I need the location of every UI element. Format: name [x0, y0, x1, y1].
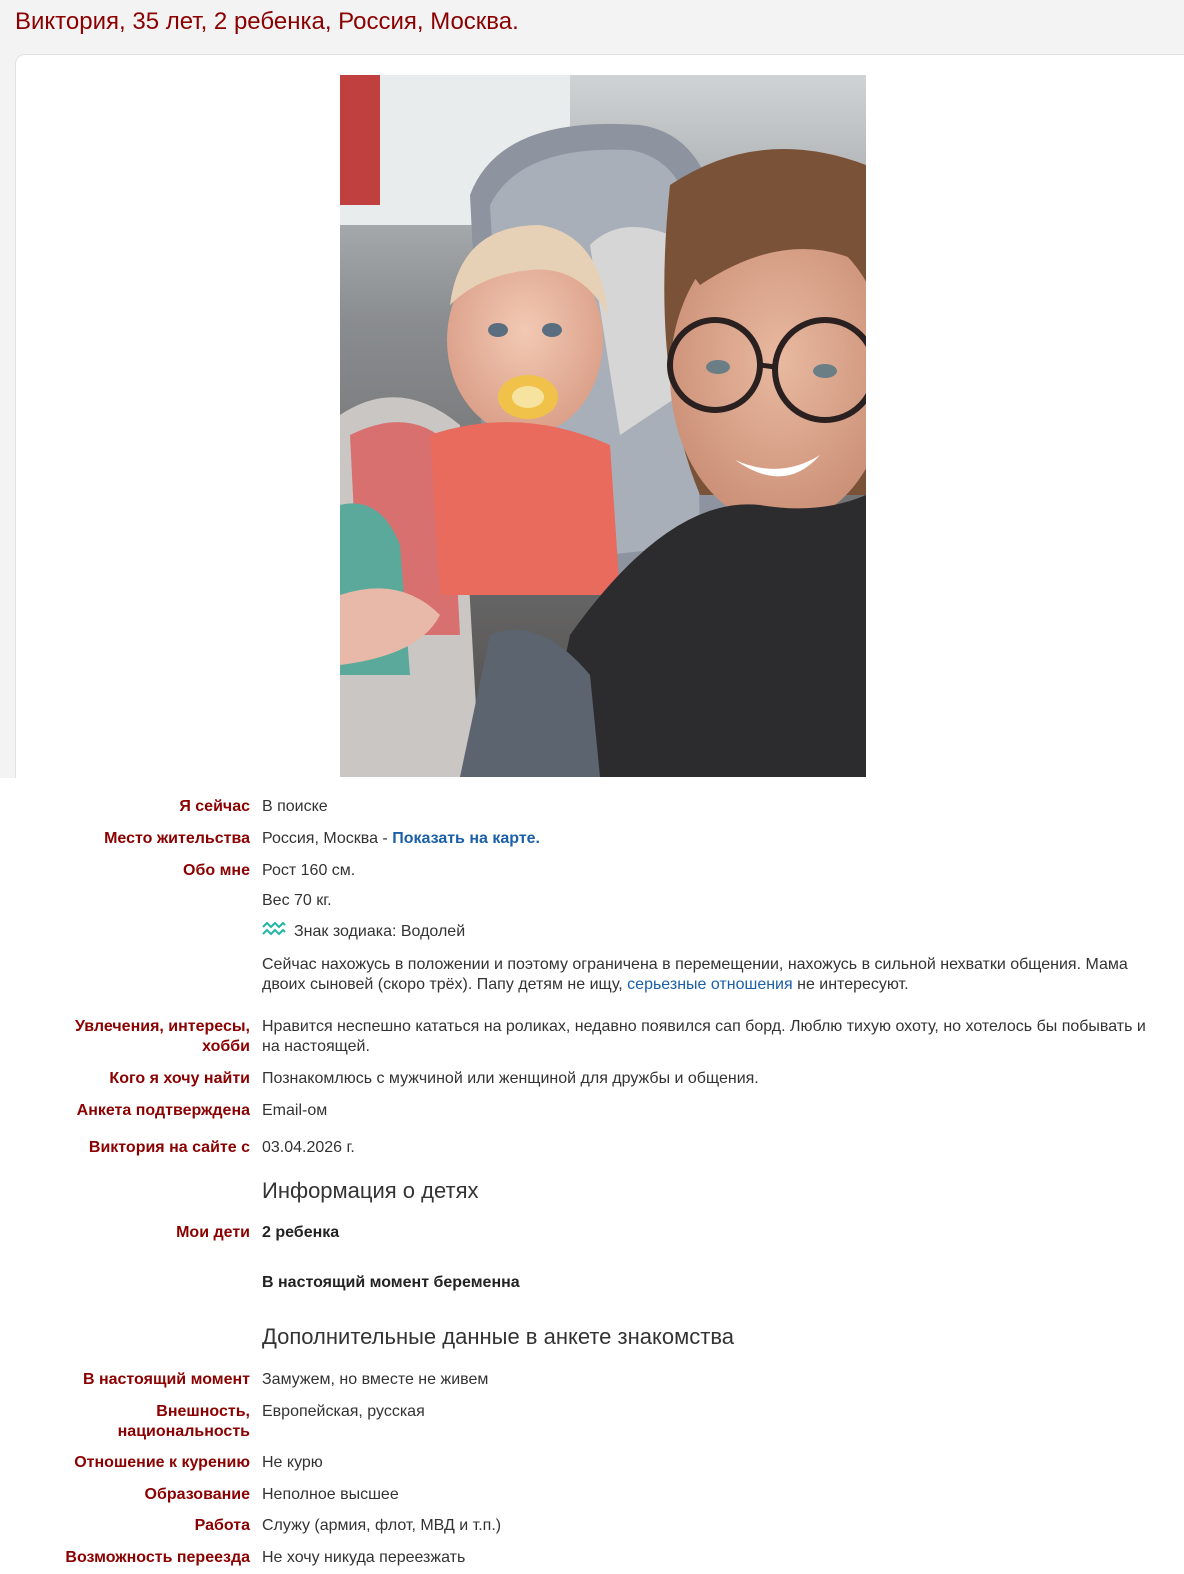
weight-value: Вес 70 кг. — [262, 892, 332, 909]
hobbies-label — [0, 1017, 250, 1057]
member-since-value: 03.04.2026 г. — [262, 1139, 355, 1156]
about-text-part1: Сейчас нахожусь в положении и поэтому ограничена в перемещении, нахожусь в сильной нехватки общения. Мама двоих сыновей (скоро трёх). Папу детям не ищу, — [262, 956, 1128, 993]
member-since-label: Виктория на сайте с — [88, 1139, 250, 1156]
profile-photo[interactable] — [340, 75, 866, 777]
education-label: Образование — [144, 1486, 250, 1503]
appearance-label — [0, 1402, 250, 1442]
serious-relationship-link[interactable]: серьезные отношения — [627, 976, 793, 993]
children-section-title: Информация о детях — [262, 1178, 479, 1203]
hobbies-label-line1: Увлечения, интересы, — [74, 1018, 250, 1035]
appearance-label-line2: национальность — [117, 1423, 250, 1440]
appearance-value: Европейская, русская — [262, 1403, 425, 1420]
verified-label: Анкета подтверждена — [76, 1102, 250, 1119]
looking-for-label: Кого я хочу найти — [109, 1070, 250, 1087]
relocation-label: Возможность переезда — [65, 1549, 250, 1566]
status-value: В поиске — [262, 798, 328, 815]
work-label: Работа — [194, 1517, 250, 1534]
my-children-value: 2 ребенка — [262, 1224, 340, 1241]
aquarius-icon — [262, 922, 286, 942]
status-label: Я сейчас — [179, 798, 250, 815]
zodiac-value — [262, 922, 1162, 942]
location-value — [262, 829, 1162, 849]
hobbies-value: Нравится неспешно кататься на роликах, недавно появился сап борд. Люблю тихую охоту, но хотелось бы побывать и на настоящей. — [262, 1018, 1146, 1055]
appearance-label-line1: Внешность, — [156, 1403, 250, 1420]
relocation-value: Не хочу никуда переезжать — [262, 1549, 466, 1566]
location-label: Место жительства — [104, 830, 250, 847]
page-title: Виктория, 35 лет, 2 ребенка, Россия, Москва. — [15, 8, 519, 35]
my-children-label: Мои дети — [176, 1224, 250, 1241]
pregnancy-value: В настоящий момент беременна — [262, 1274, 520, 1291]
verified-value: Email-ом — [262, 1102, 328, 1119]
additional-section-title: Дополнительные данные в анкете знакомства — [262, 1324, 734, 1349]
marital-label: В настоящий момент — [82, 1371, 250, 1388]
education-value: Неполное высшее — [262, 1486, 399, 1503]
smoking-label: Отношение к курению — [74, 1454, 250, 1471]
about-text-part2: не интересуют. — [792, 976, 909, 993]
location-text: Россия, Москва - — [262, 830, 393, 847]
zodiac-text: Знак зодиака: Водолей — [294, 923, 466, 941]
profile-photo-illustration — [340, 75, 866, 777]
work-value: Служу (армия, флот, МВД и т.п.) — [262, 1517, 502, 1534]
looking-for-value: Познакомлюсь с мужчиной или женщиной для дружбы и общения. — [262, 1070, 759, 1087]
marital-value: Замужем, но вместе не живем — [262, 1371, 489, 1388]
smoking-value: Не курю — [262, 1454, 323, 1471]
height-value: Рост 160 см. — [262, 862, 356, 879]
show-on-map-link[interactable]: Показать на карте. — [392, 830, 540, 847]
hobbies-label-line2: хобби — [202, 1038, 250, 1055]
about-text — [262, 955, 1167, 995]
about-label: Обо мне — [183, 862, 250, 879]
